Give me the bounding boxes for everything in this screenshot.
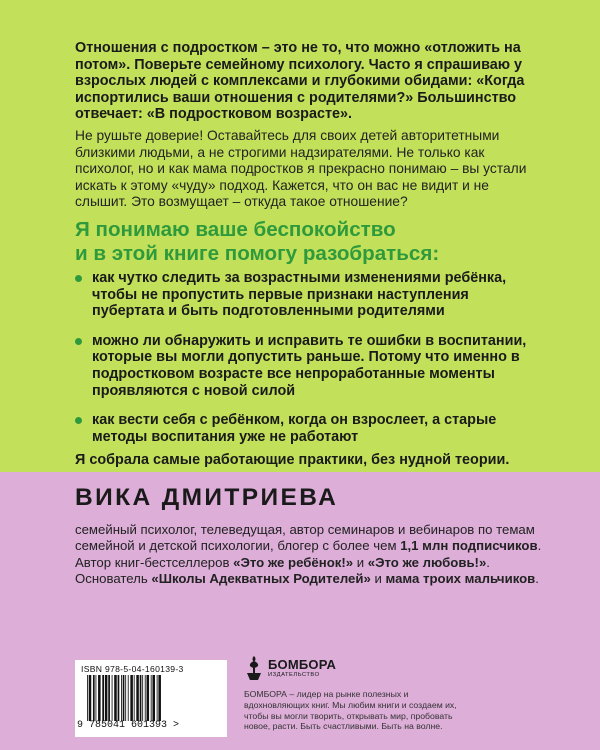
isbn-label: ISBN 978-5-04-160139-3 <box>81 664 184 674</box>
bio-text: и <box>370 571 386 587</box>
bullet-dot-icon <box>75 417 82 424</box>
barcode-bar <box>108 675 110 721</box>
bio-school: «Школы Адекватных Родителей» <box>151 571 371 587</box>
heading-line-2: и в этой книге помогу разобраться: <box>75 242 440 265</box>
barcode-bar <box>96 675 97 721</box>
barcode-block <box>75 660 227 737</box>
barcode-bar <box>93 675 95 721</box>
barcode-bar <box>130 675 133 721</box>
barcode-bar <box>152 675 155 721</box>
barcode-bar <box>123 675 125 721</box>
bio-subscribers: 1,1 млн подписчиков <box>400 538 538 554</box>
barcode-digits: 9 785041 601393 > <box>77 720 180 731</box>
bio-text: семейный психолог, телеведущая, автор семинаров и вебинаров по темам семейной и детской психологии, блогер с более чем <box>75 522 535 554</box>
benefit-text: можно ли обнаружить и исправить те ошибки в воспитании, которые вы могли допустить раньше. Потому что именно в подростковом возрасте все непроработанные моменты проявляются с новой силой <box>92 332 527 399</box>
barcode-bar <box>105 675 108 721</box>
publisher-subtitle: ИЗДАТЕЛЬСТВО <box>268 672 320 678</box>
barcode-bar <box>134 675 135 721</box>
intro-paragraph: Отношения с подростком – это не то, что можно «отложить на потом». Поверьте семейному психологу. Часто я спрашиваю у взрослых людей с комплексами и глубокими обидами: «Когда испортились ваши отношения с родителями?» Большинство отвечает: «В подростковом возрасте». <box>75 40 525 123</box>
barcode-bar <box>102 675 104 721</box>
section-heading <box>75 218 545 266</box>
barcode-bar <box>118 675 120 721</box>
publisher-description: БОМБОРА – лидер на рынке полезных и вдохновляющих книг. Мы любим книги и создаем их, чтобы вы могли творить, открывать мир, пробовать новое, расти. Быть счастливыми. Быть на волне. <box>244 689 457 732</box>
barcode-bar <box>142 675 143 721</box>
publisher-emblem-icon <box>244 655 264 681</box>
heading-line-1: Я понимаю ваше беспокойство <box>75 218 396 241</box>
bullet-dot-icon <box>75 275 82 282</box>
barcode-bar <box>157 675 158 721</box>
barcode-bar <box>151 675 152 721</box>
barcode-bar <box>128 675 129 721</box>
barcode-bar <box>114 675 117 721</box>
publisher-logo <box>244 655 344 683</box>
bio-text: и <box>353 554 368 570</box>
barcode-bar <box>158 675 161 721</box>
bio-text: . <box>535 571 539 587</box>
body-paragraph: Не рушьте доверие! Оставайтесь для своих детей авторитетными близкими людьми, а не строгими надзирателями. Не только как психолог, но и как мама подростков я прекрасно понимаю – вы устали искать к этому «чуду» подход. Кажется, что он вас не видит и не слышит. Это возмущает – откуда такое отношение? <box>75 128 527 210</box>
barcode-bar <box>98 675 101 721</box>
barcode-bar <box>136 675 139 721</box>
bullet-dot-icon <box>75 338 82 345</box>
barcode-icon <box>87 675 215 721</box>
closing-sentence: Я собрала самые работающие практики, без нудной теории. <box>75 452 510 468</box>
benefit-text: как чутко следить за возрастными изменениями ребёнка, чтобы не пропустить первые признаки наступления пубертата и быть подготовленными родителями <box>92 270 507 320</box>
benefit-item <box>75 270 545 320</box>
barcode-bar <box>140 675 142 721</box>
bio-book-title: «Это же любовь!» <box>367 554 487 570</box>
author-name: ВИКА ДМИТРИЕВА <box>75 484 339 511</box>
benefit-item <box>75 333 545 399</box>
publisher-name: БОМБОРА <box>268 657 337 672</box>
bio-text: . Автор книг-бестселлеров <box>75 538 542 570</box>
benefits-list <box>75 270 545 458</box>
bio-mother: мама троих мальчиков <box>385 571 536 587</box>
barcode-bar <box>125 675 126 721</box>
bio-book-title: «Это же ребёнок!» <box>233 554 354 570</box>
benefit-text: как вести себя с ребёнком, когда он взрослеет, а старые методы воспитания уже не работают <box>92 412 497 445</box>
barcode-bar <box>121 675 122 721</box>
benefit-item <box>75 412 545 445</box>
barcode-bar <box>145 675 146 721</box>
author-bio <box>75 522 555 588</box>
barcode-bar <box>147 675 150 721</box>
barcode-bar <box>112 675 113 721</box>
barcode-bar <box>87 675 88 721</box>
bio-text: . Основатель <box>75 554 490 587</box>
barcode-bar <box>89 675 92 721</box>
